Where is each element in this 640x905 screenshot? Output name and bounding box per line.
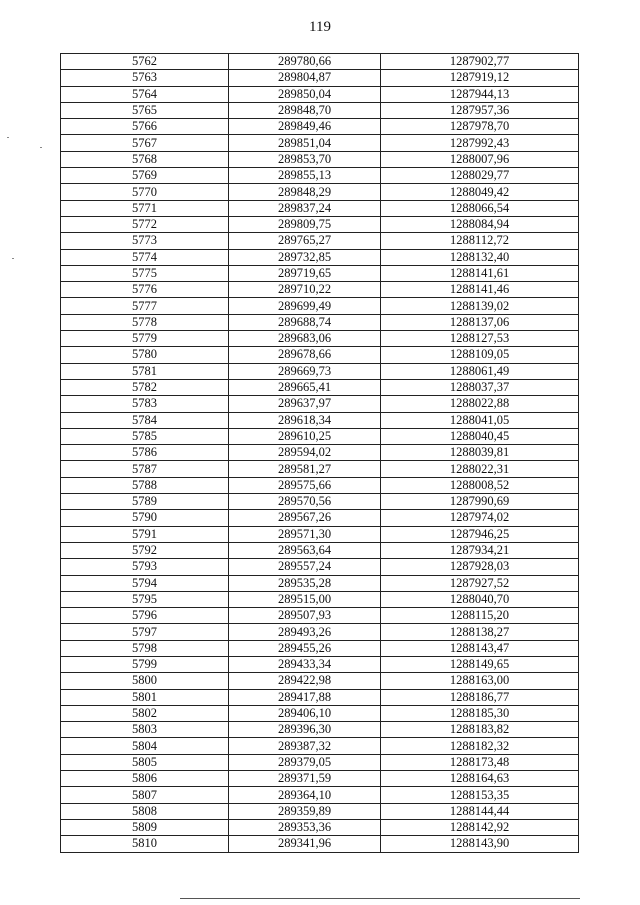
bottom-rule [180, 898, 580, 899]
point-number-cell: 5795 [61, 591, 229, 607]
point-number-cell: 5782 [61, 379, 229, 395]
point-number-cell: 5763 [61, 70, 229, 86]
x-coordinate-cell: 289535,28 [229, 575, 381, 591]
point-number-cell: 5809 [61, 819, 229, 835]
table-row [61, 347, 579, 363]
point-number-cell: 5789 [61, 494, 229, 510]
x-coordinate-cell: 289688,74 [229, 314, 381, 330]
table-row [61, 722, 579, 738]
y-coordinate-cell: 1288061,49 [381, 363, 579, 379]
x-coordinate-cell: 289710,22 [229, 282, 381, 298]
y-coordinate-cell: 1288142,92 [381, 819, 579, 835]
table-row [61, 754, 579, 770]
point-number-cell: 5773 [61, 233, 229, 249]
table-row [61, 656, 579, 672]
y-coordinate-cell: 1288141,61 [381, 265, 579, 281]
scan-speck [40, 147, 42, 148]
y-coordinate-cell: 1288139,02 [381, 298, 579, 314]
y-coordinate-cell: 1288115,20 [381, 608, 579, 624]
table-row [61, 119, 579, 135]
y-coordinate-cell: 1288066,54 [381, 200, 579, 216]
table-body [61, 54, 579, 853]
point-number-cell: 5780 [61, 347, 229, 363]
y-coordinate-cell: 1288163,00 [381, 673, 579, 689]
table-row [61, 249, 579, 265]
x-coordinate-cell: 289507,93 [229, 608, 381, 624]
x-coordinate-cell: 289422,98 [229, 673, 381, 689]
y-coordinate-cell: 1287928,03 [381, 559, 579, 575]
y-coordinate-cell: 1288186,77 [381, 689, 579, 705]
point-number-cell: 5774 [61, 249, 229, 265]
y-coordinate-cell: 1288143,90 [381, 836, 579, 852]
point-number-cell: 5785 [61, 428, 229, 444]
table-row [61, 771, 579, 787]
table-row [61, 70, 579, 86]
table-row [61, 265, 579, 281]
point-number-cell: 5806 [61, 771, 229, 787]
point-number-cell: 5766 [61, 119, 229, 135]
table-row [61, 282, 579, 298]
y-coordinate-cell: 1288185,30 [381, 705, 579, 721]
x-coordinate-cell: 289610,25 [229, 428, 381, 444]
y-coordinate-cell: 1287974,02 [381, 510, 579, 526]
point-number-cell: 5787 [61, 461, 229, 477]
y-coordinate-cell: 1287946,25 [381, 526, 579, 542]
point-number-cell: 5807 [61, 787, 229, 803]
table-row [61, 461, 579, 477]
table-row [61, 331, 579, 347]
x-coordinate-cell: 289571,30 [229, 526, 381, 542]
table-row [61, 494, 579, 510]
x-coordinate-cell: 289848,29 [229, 184, 381, 200]
point-number-cell: 5771 [61, 200, 229, 216]
y-coordinate-cell: 1288037,37 [381, 379, 579, 395]
x-coordinate-cell: 289849,46 [229, 119, 381, 135]
x-coordinate-cell: 289364,10 [229, 787, 381, 803]
y-coordinate-cell: 1288164,63 [381, 771, 579, 787]
y-coordinate-cell: 1288137,06 [381, 314, 579, 330]
x-coordinate-cell: 289387,32 [229, 738, 381, 754]
x-coordinate-cell: 289379,05 [229, 754, 381, 770]
table-row [61, 591, 579, 607]
y-coordinate-cell: 1288153,35 [381, 787, 579, 803]
y-coordinate-cell: 1288182,32 [381, 738, 579, 754]
y-coordinate-cell: 1287934,21 [381, 542, 579, 558]
x-coordinate-cell: 289719,65 [229, 265, 381, 281]
y-coordinate-cell: 1287992,43 [381, 135, 579, 151]
x-coordinate-cell: 289515,00 [229, 591, 381, 607]
table-row [61, 314, 579, 330]
x-coordinate-cell: 289455,26 [229, 640, 381, 656]
point-number-cell: 5796 [61, 608, 229, 624]
point-number-cell: 5776 [61, 282, 229, 298]
table-row [61, 705, 579, 721]
table-row [61, 738, 579, 754]
y-coordinate-cell: 1288173,48 [381, 754, 579, 770]
point-number-cell: 5775 [61, 265, 229, 281]
table-row [61, 836, 579, 852]
y-coordinate-cell: 1287944,13 [381, 86, 579, 102]
x-coordinate-cell: 289665,41 [229, 379, 381, 395]
scan-speck [7, 137, 9, 138]
x-coordinate-cell: 289853,70 [229, 151, 381, 167]
point-number-cell: 5783 [61, 396, 229, 412]
table-row [61, 640, 579, 656]
y-coordinate-cell: 1288143,47 [381, 640, 579, 656]
y-coordinate-cell: 1288183,82 [381, 722, 579, 738]
y-coordinate-cell: 1288040,45 [381, 428, 579, 444]
point-number-cell: 5772 [61, 216, 229, 232]
table-row [61, 102, 579, 118]
table-row [61, 168, 579, 184]
y-coordinate-cell: 1288149,65 [381, 656, 579, 672]
coordinates-table [60, 53, 579, 853]
point-number-cell: 5767 [61, 135, 229, 151]
point-number-cell: 5808 [61, 803, 229, 819]
y-coordinate-cell: 1287927,52 [381, 575, 579, 591]
point-number-cell: 5778 [61, 314, 229, 330]
table-row [61, 575, 579, 591]
point-number-cell: 5788 [61, 477, 229, 493]
table-row [61, 624, 579, 640]
x-coordinate-cell: 289669,73 [229, 363, 381, 379]
table-row [61, 428, 579, 444]
x-coordinate-cell: 289637,97 [229, 396, 381, 412]
point-number-cell: 5800 [61, 673, 229, 689]
point-number-cell: 5784 [61, 412, 229, 428]
point-number-cell: 5799 [61, 656, 229, 672]
point-number-cell: 5801 [61, 689, 229, 705]
x-coordinate-cell: 289341,96 [229, 836, 381, 852]
table-row [61, 200, 579, 216]
y-coordinate-cell: 1288141,46 [381, 282, 579, 298]
x-coordinate-cell: 289557,24 [229, 559, 381, 575]
table-row [61, 673, 579, 689]
y-coordinate-cell: 1288138,27 [381, 624, 579, 640]
y-coordinate-cell: 1288127,53 [381, 331, 579, 347]
point-number-cell: 5805 [61, 754, 229, 770]
table-row [61, 477, 579, 493]
y-coordinate-cell: 1287990,69 [381, 494, 579, 510]
table-row [61, 396, 579, 412]
x-coordinate-cell: 289678,66 [229, 347, 381, 363]
table-row [61, 689, 579, 705]
point-number-cell: 5764 [61, 86, 229, 102]
point-number-cell: 5803 [61, 722, 229, 738]
y-coordinate-cell: 1288040,70 [381, 591, 579, 607]
point-number-cell: 5770 [61, 184, 229, 200]
table-row [61, 363, 579, 379]
x-coordinate-cell: 289359,89 [229, 803, 381, 819]
point-number-cell: 5777 [61, 298, 229, 314]
y-coordinate-cell: 1288007,96 [381, 151, 579, 167]
x-coordinate-cell: 289371,59 [229, 771, 381, 787]
point-number-cell: 5794 [61, 575, 229, 591]
table-row [61, 608, 579, 624]
table-row [61, 526, 579, 542]
x-coordinate-cell: 289837,24 [229, 200, 381, 216]
x-coordinate-cell: 289575,66 [229, 477, 381, 493]
x-coordinate-cell: 289618,34 [229, 412, 381, 428]
point-number-cell: 5791 [61, 526, 229, 542]
point-number-cell: 5765 [61, 102, 229, 118]
y-coordinate-cell: 1288022,88 [381, 396, 579, 412]
scan-speck [12, 258, 14, 259]
point-number-cell: 5797 [61, 624, 229, 640]
table-row [61, 184, 579, 200]
point-number-cell: 5786 [61, 445, 229, 461]
y-coordinate-cell: 1288008,52 [381, 477, 579, 493]
x-coordinate-cell: 289433,34 [229, 656, 381, 672]
x-coordinate-cell: 289732,85 [229, 249, 381, 265]
y-coordinate-cell: 1288084,94 [381, 216, 579, 232]
table-row [61, 298, 579, 314]
y-coordinate-cell: 1288144,44 [381, 803, 579, 819]
y-coordinate-cell: 1288041,05 [381, 412, 579, 428]
y-coordinate-cell: 1288109,05 [381, 347, 579, 363]
table-row [61, 54, 579, 70]
x-coordinate-cell: 289765,27 [229, 233, 381, 249]
point-number-cell: 5781 [61, 363, 229, 379]
table-row [61, 151, 579, 167]
table-row [61, 135, 579, 151]
table-row [61, 510, 579, 526]
point-number-cell: 5762 [61, 54, 229, 70]
x-coordinate-cell: 289780,66 [229, 54, 381, 70]
point-number-cell: 5810 [61, 836, 229, 852]
table-row [61, 787, 579, 803]
table-row [61, 216, 579, 232]
x-coordinate-cell: 289581,27 [229, 461, 381, 477]
x-coordinate-cell: 289683,06 [229, 331, 381, 347]
table-row [61, 233, 579, 249]
x-coordinate-cell: 289804,87 [229, 70, 381, 86]
table-row [61, 542, 579, 558]
x-coordinate-cell: 289855,13 [229, 168, 381, 184]
table-row [61, 86, 579, 102]
point-number-cell: 5804 [61, 738, 229, 754]
x-coordinate-cell: 289699,49 [229, 298, 381, 314]
x-coordinate-cell: 289594,02 [229, 445, 381, 461]
point-number-cell: 5793 [61, 559, 229, 575]
point-number-cell: 5802 [61, 705, 229, 721]
y-coordinate-cell: 1288039,81 [381, 445, 579, 461]
y-coordinate-cell: 1288022,31 [381, 461, 579, 477]
point-number-cell: 5798 [61, 640, 229, 656]
point-number-cell: 5769 [61, 168, 229, 184]
x-coordinate-cell: 289809,75 [229, 216, 381, 232]
page-number: 119 [309, 19, 331, 35]
point-number-cell: 5792 [61, 542, 229, 558]
x-coordinate-cell: 289851,04 [229, 135, 381, 151]
point-number-cell: 5779 [61, 331, 229, 347]
y-coordinate-cell: 1288029,77 [381, 168, 579, 184]
table-row [61, 445, 579, 461]
y-coordinate-cell: 1287957,36 [381, 102, 579, 118]
y-coordinate-cell: 1287902,77 [381, 54, 579, 70]
x-coordinate-cell: 289353,36 [229, 819, 381, 835]
table-row [61, 379, 579, 395]
x-coordinate-cell: 289417,88 [229, 689, 381, 705]
y-coordinate-cell: 1287919,12 [381, 70, 579, 86]
x-coordinate-cell: 289563,64 [229, 542, 381, 558]
table-row [61, 412, 579, 428]
x-coordinate-cell: 289493,26 [229, 624, 381, 640]
y-coordinate-cell: 1288049,42 [381, 184, 579, 200]
y-coordinate-cell: 1288132,40 [381, 249, 579, 265]
x-coordinate-cell: 289570,56 [229, 494, 381, 510]
x-coordinate-cell: 289406,10 [229, 705, 381, 721]
table-row [61, 819, 579, 835]
table-row [61, 803, 579, 819]
x-coordinate-cell: 289396,30 [229, 722, 381, 738]
y-coordinate-cell: 1287978,70 [381, 119, 579, 135]
x-coordinate-cell: 289850,04 [229, 86, 381, 102]
table-row [61, 559, 579, 575]
point-number-cell: 5768 [61, 151, 229, 167]
y-coordinate-cell: 1288112,72 [381, 233, 579, 249]
x-coordinate-cell: 289848,70 [229, 102, 381, 118]
point-number-cell: 5790 [61, 510, 229, 526]
x-coordinate-cell: 289567,26 [229, 510, 381, 526]
